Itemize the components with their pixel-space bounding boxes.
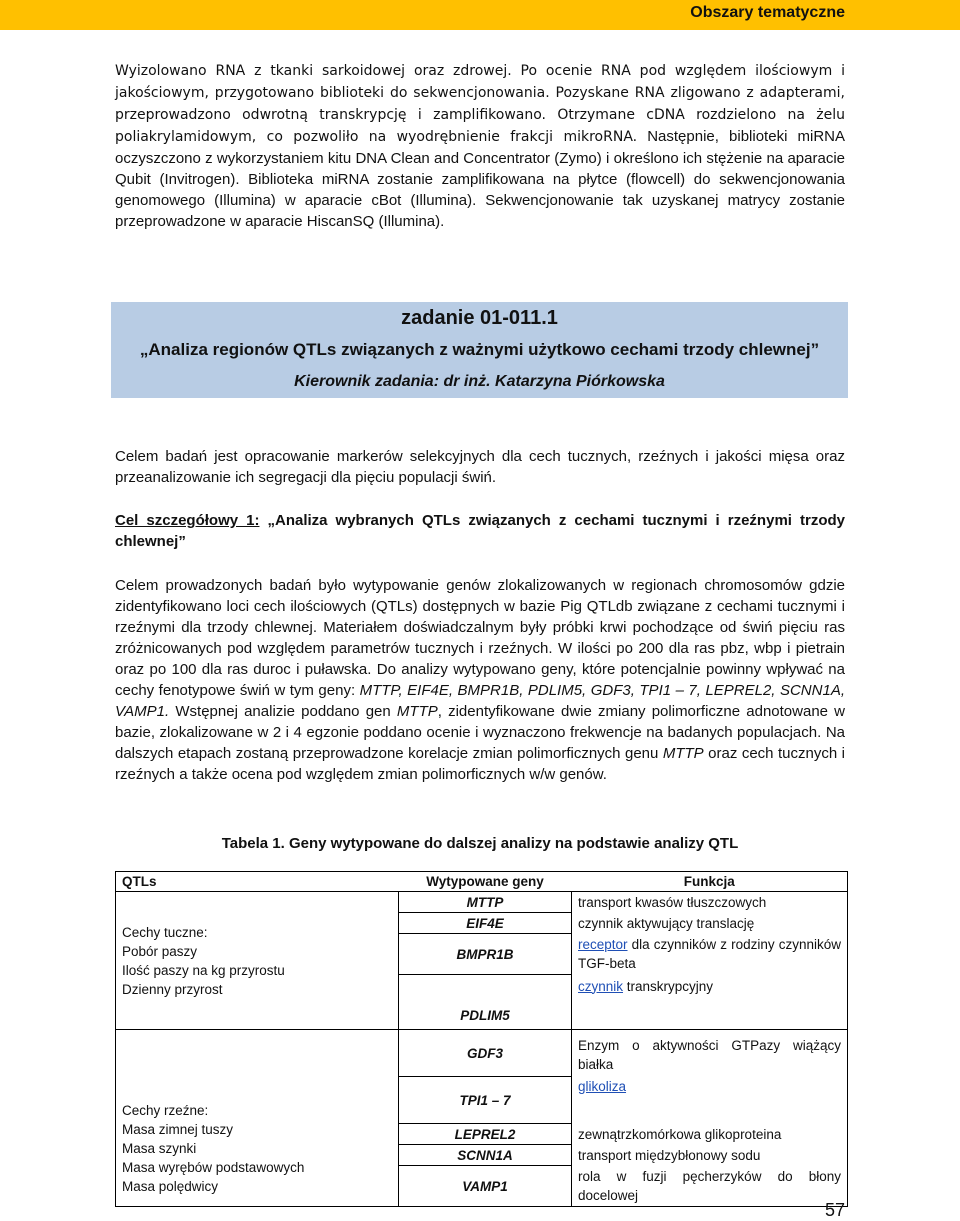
function-cell — [572, 934, 848, 975]
task-number: zadanie 01-011.1 — [401, 307, 558, 329]
intro-paragraph — [115, 60, 845, 232]
methods-text-1: Celem prowadzonych badań było wytypowanie genów zlokalizowanych w regionach chromosomów gdzie zidentyfikowano loci cech ilościowych (QTLs) dostępnych w bazie Pig QTLdb związane z cechami tucznymi i rzeźnymi dla trzody chlewnej. Materiałem doświadczalnym były próbki krwi pochodzące od świń pięciu ras zróżnicowanych pod względem parametrów tucznych i rzeźnych. W ilości po 200 dla ras pbz, wbp i pietrain oraz po 100 dla ras duroc i puławska. Do analizy wytypowano geny, które potencjalnie powinny wpływać na cechy fenotypowe świń w tym geny: — [115, 577, 845, 699]
gene-cell: LEPREL2 — [399, 1124, 572, 1145]
intro-text-part2: Następnie, biblioteki miRNA oczyszczono z wykorzystaniem kitu DNA Clean and Concentrator (Zymo) i określono ich stężenie na aparacie Qubit (Invitrogen). Biblioteka miRNA zostanie zamplifikowana na płytce (flowcell) do sekwencjonowania genomowego (Illumina) w aparacie cBot (Illumina). Sekwencjonowanie tak uzyskanej matrycy zostanie przeprowadzone w aparacie HiscanSQ (Illumina). — [115, 128, 846, 230]
trait-line: Pobór paszy — [122, 943, 198, 959]
header-qtls: QTLs — [116, 872, 399, 892]
trait-line: Dzienny przyrost — [122, 981, 223, 997]
trait-line: Masa wyrębów podstawowych — [122, 1160, 305, 1175]
trait-line: Cechy tuczne: — [122, 924, 208, 940]
gene-cell: MTTP — [399, 892, 572, 913]
gene-cell: VAMP1 — [399, 1166, 572, 1207]
function-cell: transport kwasów tłuszczowych — [578, 894, 767, 910]
gene-mttp: MTTP — [396, 703, 438, 720]
traits-fattening — [116, 892, 399, 1030]
trait-line: Cechy rzeźne: — [122, 1103, 209, 1118]
gene-cell: SCNN1A — [399, 1145, 572, 1166]
trait-line: Masa szynki — [122, 1141, 197, 1156]
gene-cell: TPI1 – 7 — [399, 1077, 572, 1124]
function-text: dla czynników z rodziny czynników TGF-beta — [578, 937, 841, 971]
link-glikoliza[interactable]: glikoliza — [578, 1078, 627, 1094]
methods-text-2: Wstępnej analizie poddano gen — [169, 703, 397, 720]
traits-slaughter — [116, 1030, 399, 1207]
link-receptor[interactable]: receptor — [578, 937, 628, 952]
header-genes: Wytypowane geny — [399, 872, 572, 892]
aim-paragraph: Celem badań jest opracowanie markerów selekcyjnych dla cech tucznych, rzeźnych i jakości mięsa oraz przeanalizowanie ich segregacji dla pięciu populacji świń. — [115, 448, 845, 486]
methods-text-3: , zidentyfikowane dwie zmiany polimorficzne adnotowane w bazie, zlokalizowane w 2 i 4 egzonie poddano ocenie i wyznaczono frekwencje na badanych populacjach. Na dalszych etapach zostaną przeprowadzone korelacje zmian polimorficznych genu — [115, 703, 846, 762]
trait-line: Masa zimnej tuszy — [122, 1122, 234, 1137]
page-number: 57 — [824, 1200, 845, 1220]
task-head: Kierownik zadania: dr inż. Katarzyna Piórkowska — [294, 373, 665, 390]
gene-cell: EIF4E — [399, 913, 572, 934]
goal-heading — [115, 510, 845, 552]
gene-mttp-2: MTTP — [662, 745, 704, 762]
gene-list: MTTP, EIF4E, BMPR1B, PDLIM5, GDF3, TPI1 – 7, LEPREL2, SCNN1A, VAMP1. — [115, 682, 845, 720]
function-cell: rola w fuzji pęcherzyków do błony docelowej — [578, 1168, 841, 1203]
function-cell: Enzym o aktywności GTPazy wiążący białka — [578, 1038, 841, 1073]
trait-line: Ilość paszy na kg przyrostu — [122, 962, 285, 978]
table-row — [116, 1030, 848, 1077]
gene-cell: PDLIM5 — [399, 975, 572, 1030]
function-cell: zewnątrzkomórkowa glikoproteina — [578, 1126, 782, 1142]
gene-cell: GDF3 — [399, 1030, 572, 1077]
goal-label: Cel szczegółowy 1: — [115, 512, 260, 529]
function-cell: transport międzybłonowy sodu — [578, 1147, 761, 1163]
header-bar — [0, 0, 960, 30]
genes-table — [115, 871, 848, 1207]
task-banner — [111, 302, 848, 398]
table-caption: Tabela 1. Geny wytypowane do dalszej analizy na podstawie analizy QTL — [221, 835, 739, 852]
function-cell: czynnik aktywujący translację — [578, 915, 755, 931]
gene-cell: BMPR1B — [399, 934, 572, 975]
function-cell — [572, 1077, 848, 1124]
header-function: Funkcja — [572, 872, 848, 892]
table-header-row — [116, 872, 848, 892]
function-cell — [572, 975, 848, 1030]
trait-line: Masa polędwicy — [122, 1179, 219, 1194]
function-text: transkrypcyjny — [623, 978, 714, 994]
methods-paragraph — [115, 575, 845, 785]
section-title: Obszary tematyczne — [690, 4, 845, 21]
table-row — [116, 892, 848, 913]
task-title: „Analiza regionów QTLs związanych z ważnymi użytkowo cechami trzody chlewnej” — [139, 340, 820, 359]
methods-text-4: oraz cech tucznych i rzeźnych a także ocena pod względem zmian polimorficznych w/w genów. — [115, 745, 846, 783]
link-czynnik[interactable]: czynnik — [578, 978, 624, 994]
intro-text-part1: Wyizolowano RNA z tkanki sarkoidowej oraz zdrowej. Po ocenie RNA pod względem ilościowym i jakościowym, przygotowano biblioteki do sekwencjonowania. Pozyskane RNA zligowano z adapterami, przeprowadzono odwrotną transkrypcję i zamplifikowano. Otrzymane cDNA rozdzielono na żelu poliakrylamidowym, co pozwoliło na wyodrębnienie frakcji mikroRNA. — [115, 63, 845, 145]
goal-title: „Analiza wybranych QTLs związanych z cechami tucznymi i rzeźnymi trzody chlewnej” — [115, 512, 845, 550]
